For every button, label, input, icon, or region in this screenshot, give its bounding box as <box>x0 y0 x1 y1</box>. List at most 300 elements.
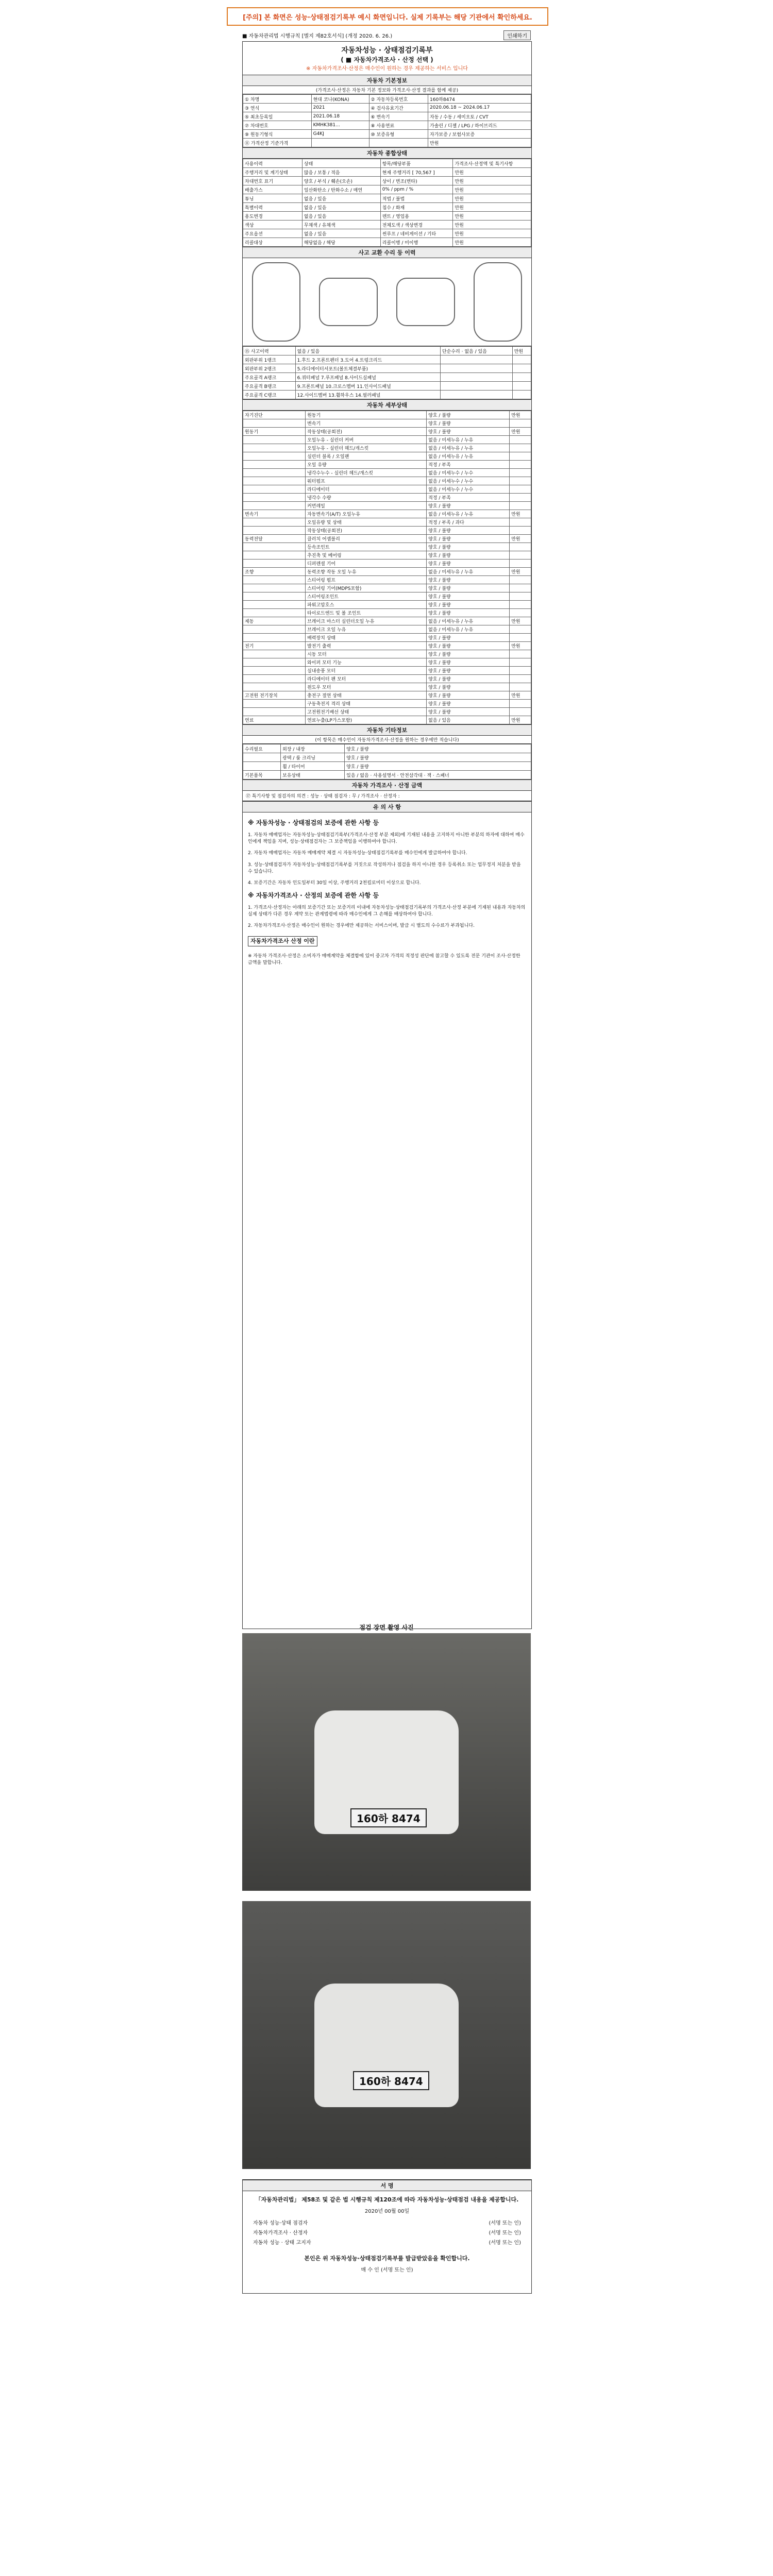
accident-row-cell <box>512 364 531 373</box>
guide-para: ※ 자동차 가격조사·산정은 소비자가 매매계약을 체결함에 있어 중고차 가격의 적정성 판단에 참고할 수 있도록 전문 기관이 조사·산정한 금액을 말합니다. <box>248 954 520 966</box>
detail-row-cell <box>510 601 531 609</box>
detail-row-cell: 만원 <box>510 411 531 419</box>
section-extra-head: 자동차 기타정보 <box>243 724 531 736</box>
detail-row-cell <box>510 634 531 642</box>
accident-row-cell: 주요골격 B랭크 <box>243 382 296 391</box>
accident-row-cell: 6.쿼터패널 7.루프패널 8.사이드실패널 <box>295 373 440 382</box>
detail-row-cell: 연료누출(LP가스포함) <box>306 716 427 724</box>
extra-row <box>243 744 531 753</box>
detail-row-cell <box>243 667 306 675</box>
extra-row <box>243 753 531 762</box>
accident-table <box>243 346 531 399</box>
detail-row-cell: 없음 / 미세누유 / 누유 <box>427 452 510 461</box>
detail-row <box>243 485 531 494</box>
detail-row-cell <box>510 436 531 444</box>
detail-row-cell: 만원 <box>510 691 531 700</box>
detail-row <box>243 642 531 650</box>
detail-row-cell: 양호 / 불량 <box>427 675 510 683</box>
inspection-photo-front <box>242 1633 531 1891</box>
detail-row-cell <box>243 601 306 609</box>
status-row-cell: 무채색 / 유채색 <box>302 221 380 229</box>
detail-row-cell: 양호 / 불량 <box>427 411 510 419</box>
status-row-cell: 전체도색 / 색상변경 <box>380 221 453 229</box>
detail-row-cell <box>243 485 306 494</box>
detail-row-cell: 오일누유 - 실린더 커버 <box>306 436 427 444</box>
accident-row-cell: 9.프론트패널 10.크로스멤버 11.인사이드패널 <box>295 382 440 391</box>
detail-row-cell <box>243 634 306 642</box>
guide-box-heading: 자동차가격조사 산정 이란 <box>248 936 317 946</box>
detail-row-cell: 충전구 절연 상태 <box>306 691 427 700</box>
guide-text <box>243 812 531 974</box>
detail-row-cell: 제동 <box>243 617 306 625</box>
status-row-cell: 만원 <box>453 168 531 177</box>
detail-row-cell <box>510 469 531 477</box>
extra-row <box>243 771 531 779</box>
detail-row-cell <box>510 560 531 568</box>
status-row-cell: 특별이력 <box>243 203 303 212</box>
status-row-cell: 0% / ppm / % <box>380 185 453 194</box>
detail-row-cell: 적정 / 부족 <box>427 494 510 502</box>
detail-row-cell <box>243 625 306 634</box>
detail-row <box>243 477 531 485</box>
section-extra-note: (이 항목은 매수인이 자동차가격조사·산정을 원하는 경우에만 적습니다) <box>243 736 531 744</box>
detail-row <box>243 700 531 708</box>
status-row-cell: 배출가스 <box>243 185 303 194</box>
detail-row-cell: 양호 / 불량 <box>427 543 510 551</box>
detail-row <box>243 691 531 700</box>
detail-row-cell: 없음 / 미세누수 / 누수 <box>427 469 510 477</box>
detail-row-cell: 스티어링조인트 <box>306 592 427 601</box>
detail-row-cell <box>243 502 306 510</box>
detail-row-cell <box>243 576 306 584</box>
detail-row-cell: 고전원전기배선 상태 <box>306 708 427 716</box>
detail-row-cell <box>243 461 306 469</box>
print-button[interactable]: 인쇄하기 <box>503 30 531 40</box>
status-row-cell: 상태 <box>302 159 380 168</box>
guide-para: 4. 보증기간은 자동차 인도일부터 30일 이상, 주행거리 2천킬로미터 이상으로 합니다. <box>248 880 421 886</box>
basic-row <box>243 130 531 139</box>
detail-row-cell <box>510 683 531 691</box>
form-reference: ■ 자동차관리법 시행규칙 [별지 제82호서식] (개정 2020. 6. 26.) <box>242 33 393 39</box>
detail-row <box>243 469 531 477</box>
guide-para: 1. 가격조사·산정자는 아래의 보증기간 또는 보증거리 이내에 자동차성능·상태점검기록부의 가격조사·산정 부분에 기재된 내용과 자동차의 실제 상태가 다른 경우 계약 또는 관계법령에 따라 매수인에게 그 손해를 배상하여야 합니다. <box>248 905 526 918</box>
front-license-plate: 160하 8474 <box>350 1808 427 1827</box>
extra-row-cell <box>243 762 281 771</box>
accident-row-cell: 주요골격 C랭크 <box>243 391 296 399</box>
status-row <box>243 159 531 168</box>
detail-row-cell: 냉각수누수 - 실린더 헤드/개스킷 <box>306 469 427 477</box>
detail-row-cell <box>510 650 531 658</box>
extra-row-cell <box>243 753 281 762</box>
detail-row-cell <box>510 667 531 675</box>
guide-para: 1. 자동차 매매업자는 자동차성능·상태점검기록부(가격조사·산정 부분 제외)에 기재된 내용을 고지하지 아니한 부분의 하자에 대하여 매수인에게 책임을 지며, 성능·상태점검자는 그 보증책임을 이행하여야 합니다. <box>248 833 525 845</box>
detail-row-cell: 연료 <box>243 716 306 724</box>
extra-row-cell: 양호 / 불량 <box>345 744 531 753</box>
basic-row-cell: 2021 <box>311 104 369 112</box>
detail-row-cell: 동력조향 작동 오일 누유 <box>306 568 427 576</box>
detail-row <box>243 535 531 543</box>
detail-row <box>243 716 531 724</box>
detail-row-cell: 윈도우 모터 <box>306 683 427 691</box>
detail-row-cell <box>243 444 306 452</box>
detail-row-cell <box>243 675 306 683</box>
car-rear-view-icon <box>396 278 455 326</box>
detail-row-cell: 와이퍼 모터 기능 <box>306 658 427 667</box>
status-row-cell: 양호 / 부식 / 훼손(오손) <box>302 177 380 185</box>
signer-row <box>243 2227 531 2237</box>
status-table <box>243 159 531 247</box>
section-accident-head: 사고 교환 수리 등 이력 <box>243 247 531 258</box>
detail-row <box>243 601 531 609</box>
accident-row-cell: 5.라디에이터서포트(볼트체결부품) <box>295 364 440 373</box>
detail-row-cell <box>243 650 306 658</box>
basic-row-cell: 2021.06.18 <box>311 112 369 121</box>
basic-row-cell: ⑩ 보증유형 <box>369 130 428 139</box>
status-row <box>243 194 531 203</box>
detail-row-cell <box>510 658 531 667</box>
basic-table <box>243 94 531 147</box>
detail-row <box>243 527 531 535</box>
basic-row-cell: ⑦ 차대번호 <box>243 121 312 130</box>
detail-row-cell: 없음 / 미세누유 / 누유 <box>427 444 510 452</box>
detail-row-cell <box>510 452 531 461</box>
detail-row <box>243 452 531 461</box>
detail-row-cell: 적정 / 부족 <box>427 461 510 469</box>
accident-row-cell <box>440 373 512 382</box>
warning-banner <box>227 7 548 26</box>
detail-row-cell: 없음 / 미세누수 / 누수 <box>427 485 510 494</box>
price-line: ⑰ 특기사항 및 점검자의 의견 : 성능 · 상태 점검자 : 무 / 가격조사 · 산정자 : <box>243 791 531 801</box>
basic-row-cell: 만원 <box>428 139 531 147</box>
detail-row <box>243 592 531 601</box>
detail-row-cell: 작동상태(공회전) <box>306 428 427 436</box>
accident-row <box>243 373 531 382</box>
detail-row <box>243 436 531 444</box>
detail-row-cell: 조향 <box>243 568 306 576</box>
section-price-head: 자동차 가격조사 · 산정 금액 <box>243 779 531 791</box>
accident-row-cell <box>440 355 512 364</box>
basic-row-cell: ⑤ 최초등록일 <box>243 112 312 121</box>
detail-row-cell: 동력전달 <box>243 535 306 543</box>
accident-row-cell: 12.사이드멤버 13.휠하우스 14.필러패널 <box>295 391 440 399</box>
status-row-cell: 썬루프 / 네비게이션 / 기타 <box>380 229 453 238</box>
detail-row <box>243 510 531 518</box>
status-row-cell: 만원 <box>453 177 531 185</box>
basic-row-cell <box>311 139 369 147</box>
detail-row-cell <box>243 469 306 477</box>
detail-row-cell: 전기 <box>243 642 306 650</box>
basic-row-cell: ⑨ 원동기형식 <box>243 130 312 139</box>
status-row <box>243 229 531 238</box>
detail-row-cell: 만원 <box>510 617 531 625</box>
basic-row <box>243 95 531 104</box>
accident-row-cell: ⑮ 사고이력 <box>243 347 296 355</box>
accident-row-cell: 외판부위 1랭크 <box>243 355 296 364</box>
guide-para: 2. 자동차가격조사·산정은 매수인이 원하는 경우에만 제공하는 서비스이며, 발급 시 별도의 수수료가 부과됩니다. <box>248 923 475 929</box>
guide-heading-2: ※ 자동차가격조사 · 산정의 보증에 관한 사항 등 <box>248 891 379 899</box>
detail-row <box>243 543 531 551</box>
basic-row-cell: ① 차명 <box>243 95 312 104</box>
accident-row-cell <box>512 355 531 364</box>
guide-para: 3. 성능·상태점검자가 자동차성능·상태점검기록부를 거짓으로 작성하거나 점검을 하지 아니한 경우 등록취소 또는 업무정지 처분을 받을 수 있습니다. <box>248 862 521 874</box>
detail-row-cell: 없음 / 미세누수 / 누수 <box>427 477 510 485</box>
section-guide-head: 유 의 사 항 <box>243 801 531 812</box>
form-title: 자동차성능 · 상태점검기록부 <box>341 46 433 55</box>
detail-row-cell: 라디에이터 <box>306 485 427 494</box>
detail-row-cell: 브레이크 오일 누유 <box>306 625 427 634</box>
basic-row-cell: ② 자동차등록번호 <box>369 95 428 104</box>
signature-block <box>242 2179 532 2294</box>
extra-row-cell: 수리필요 <box>243 744 281 753</box>
detail-row-cell <box>510 461 531 469</box>
detail-row-cell <box>510 700 531 708</box>
basic-row <box>243 139 531 147</box>
detail-row-cell: 양호 / 불량 <box>427 708 510 716</box>
detail-row-cell: 등속조인트 <box>306 543 427 551</box>
detail-row-cell: 자기진단 <box>243 411 306 419</box>
extra-row-cell: 광택 / 룸 크리닝 <box>281 753 345 762</box>
accident-row <box>243 391 531 399</box>
detail-row-cell: 양호 / 불량 <box>427 502 510 510</box>
detail-row <box>243 683 531 691</box>
basic-row-cell: 160하8474 <box>428 95 531 104</box>
detail-row-cell <box>243 543 306 551</box>
basic-row-cell: ⑪ 가격산정 기준가격 <box>243 139 312 147</box>
accident-row-cell: 주요골격 A랭크 <box>243 373 296 382</box>
status-row-cell: 색상 <box>243 221 303 229</box>
detail-row-cell <box>510 584 531 592</box>
status-row-cell: 없음 / 있음 <box>302 229 380 238</box>
detail-row <box>243 625 531 634</box>
basic-row <box>243 121 531 130</box>
signature-statement: 「자동차관리법」 제58조 및 같은 법 시행규칙 제120조에 따라 자동차성능·상태점검 내용을 제공합니다. <box>255 2196 519 2203</box>
detail-row-cell: 원동기 <box>306 411 427 419</box>
detail-row-cell <box>510 502 531 510</box>
detail-row <box>243 634 531 642</box>
detail-row-cell <box>243 708 306 716</box>
detail-row <box>243 502 531 510</box>
status-row-cell: 없음 / 있음 <box>302 194 380 203</box>
detail-row <box>243 518 531 527</box>
detail-row-cell: 없음 / 있음 <box>427 716 510 724</box>
basic-row-cell: 가솔린 / 디젤 / LPG / 하이브리드 <box>428 121 531 130</box>
detail-row-cell <box>510 609 531 617</box>
detail-row-cell: 변속기 <box>306 419 427 428</box>
detail-row-cell <box>243 592 306 601</box>
signer-row <box>243 2237 531 2247</box>
detail-row-cell: 양호 / 불량 <box>427 642 510 650</box>
accident-row-cell: 단순수리 · 없음 / 있음 <box>440 347 512 355</box>
detail-row-cell: 없음 / 미세누유 / 누유 <box>427 510 510 518</box>
detail-row <box>243 461 531 469</box>
accident-row <box>243 382 531 391</box>
inspection-form <box>242 41 532 1629</box>
basic-row-cell: G4KJ <box>311 130 369 139</box>
status-row-cell: 만원 <box>453 212 531 221</box>
detail-row-cell: 양호 / 불량 <box>427 634 510 642</box>
accident-row <box>243 355 531 364</box>
status-row-cell: 현재 주행거리 [ 70,567 ] <box>380 168 453 177</box>
status-row-cell: 만원 <box>453 229 531 238</box>
extra-table <box>243 744 531 779</box>
detail-row-cell: 양호 / 불량 <box>427 650 510 658</box>
status-row-cell: 상이 / 변조(변타) <box>380 177 453 185</box>
detail-row-cell: 없음 / 미세누유 / 누유 <box>427 617 510 625</box>
detail-row-cell: 원동기 <box>243 428 306 436</box>
detail-row-cell <box>510 625 531 634</box>
status-row <box>243 168 531 177</box>
detail-row-cell: 커먼레일 <box>306 502 427 510</box>
detail-row-cell: 양호 / 불량 <box>427 428 510 436</box>
status-row-cell: 가격조사·산정액 및 특기사항 <box>453 159 531 168</box>
detail-row-cell <box>243 609 306 617</box>
detail-row-cell: 양호 / 불량 <box>427 419 510 428</box>
detail-row-cell: 양호 / 불량 <box>427 584 510 592</box>
form-subtitle: ( ■ 자동차가격조사 · 산정 선택 ) <box>341 56 433 63</box>
detail-row-cell: 고전원 전기장치 <box>243 691 306 700</box>
detail-row-cell <box>243 584 306 592</box>
status-row-cell: 많음 / 보통 / 적음 <box>302 168 380 177</box>
car-front-view-icon <box>319 278 378 326</box>
basic-row-cell: ④ 검사유효기간 <box>369 104 428 112</box>
detail-row <box>243 658 531 667</box>
detail-row-cell <box>510 543 531 551</box>
accident-row-cell <box>512 382 531 391</box>
detail-row-cell <box>510 444 531 452</box>
detail-row-cell <box>243 477 306 485</box>
detail-row-cell: 양호 / 불량 <box>427 601 510 609</box>
basic-row-cell: KMHK381... <box>311 121 369 130</box>
detail-row-cell: 타이로드엔드 및 볼 조인트 <box>306 609 427 617</box>
detail-row-cell <box>243 658 306 667</box>
signer-field: (서명 또는 인) <box>489 2230 521 2236</box>
detail-row-cell <box>243 560 306 568</box>
detail-row-cell: 파워고압호스 <box>306 601 427 609</box>
basic-row-cell: 2020.06.18 ~ 2024.06.17 <box>428 104 531 112</box>
detail-row-cell: 없음 / 미세누유 / 누유 <box>427 568 510 576</box>
accident-row-cell <box>440 364 512 373</box>
basic-row-cell: 현대 코나(KONA) <box>311 95 369 104</box>
detail-row-cell: 실내송풍 모터 <box>306 667 427 675</box>
detail-row-cell: 만원 <box>510 642 531 650</box>
detail-row-cell <box>243 700 306 708</box>
detail-row-cell <box>510 675 531 683</box>
warning-text: [주의] 본 화면은 성능·상태점검기록부 예시 화면입니다. 실제 기록부는 해당 기관에서 확인하세요. <box>243 13 532 22</box>
signer-field: 자동차가격조사 · 산정자 <box>253 2230 308 2236</box>
signer-field: 자동차 성능 · 상태 고지자 <box>253 2240 311 2246</box>
accident-row-cell <box>440 382 512 391</box>
car-top-view-icon <box>252 262 300 342</box>
rear-license-plate: 160하 8474 <box>353 2071 429 2090</box>
signer-row <box>243 2217 531 2227</box>
detail-row-cell: 만원 <box>510 568 531 576</box>
status-row-cell: 만원 <box>453 203 531 212</box>
basic-row-cell: 자동 / 수동 / 세미오토 / CVT <box>428 112 531 121</box>
detail-row-cell: 디퍼렌셜 기어 <box>306 560 427 568</box>
guide-para: 2. 자동차 매매업자는 자동차 매매계약 체결 시 자동차성능·상태점검기록부를 매수인에게 발급하여야 합니다. <box>248 851 467 856</box>
extra-row-cell: 외장 / 내장 <box>281 744 345 753</box>
detail-row-cell: 배력장치 상태 <box>306 634 427 642</box>
detail-row-cell <box>243 436 306 444</box>
accident-row-cell <box>440 391 512 399</box>
accident-row-cell: 외판부위 2랭크 <box>243 364 296 373</box>
basic-row <box>243 112 531 121</box>
basic-row-cell: ⑧ 사용연료 <box>369 121 428 130</box>
detail-row-cell <box>243 419 306 428</box>
status-row-cell: 일산화탄소 / 탄화수소 / 매연 <box>302 185 380 194</box>
detail-row-cell: 자동변속기(A/T) 오일누유 <box>306 510 427 518</box>
basic-row-cell: ③ 연식 <box>243 104 312 112</box>
detail-row-cell: 워터펌프 <box>306 477 427 485</box>
detail-row-cell: 스티어링 펌프 <box>306 576 427 584</box>
detail-row-cell: 클러치 어셈블리 <box>306 535 427 543</box>
detail-row-cell: 양호 / 불량 <box>427 609 510 617</box>
extra-row-cell: 양호 / 불량 <box>345 753 531 762</box>
detail-row <box>243 609 531 617</box>
signer-field: (서명 또는 인) <box>489 2240 521 2246</box>
status-row-cell: 차대번호 표기 <box>243 177 303 185</box>
detail-row <box>243 411 531 419</box>
detail-row-cell: 스티어링 기어(MDPS포함) <box>306 584 427 592</box>
basic-row-cell <box>369 139 428 147</box>
detail-row-cell <box>510 477 531 485</box>
basic-row <box>243 104 531 112</box>
section-basic-head: 자동차 기본정보 <box>243 75 531 86</box>
detail-row-cell: 실린더 블록 / 오일팬 <box>306 452 427 461</box>
detail-row-cell <box>510 485 531 494</box>
detail-table <box>243 411 531 724</box>
detail-row <box>243 650 531 658</box>
detail-row <box>243 617 531 625</box>
detail-row-cell: 양호 / 불량 <box>427 560 510 568</box>
accident-row <box>243 347 531 355</box>
extra-row-cell: 양호 / 불량 <box>345 762 531 771</box>
detail-row-cell: 만원 <box>510 716 531 724</box>
detail-row-cell: 양호 / 불량 <box>427 576 510 584</box>
detail-row-cell: 양호 / 불량 <box>427 700 510 708</box>
accident-row-cell <box>512 373 531 382</box>
car-bottom-view-icon <box>474 262 522 342</box>
status-row-cell: 튜닝 <box>243 194 303 203</box>
buyer-sign: 매 수 인 (서명 또는 인) <box>361 2267 413 2273</box>
status-row-cell: 침수 / 화재 <box>380 203 453 212</box>
detail-row-cell: 라디에이터 팬 모터 <box>306 675 427 683</box>
status-row-cell: 해당없음 / 해당 <box>302 238 380 247</box>
detail-row-cell: 추진축 및 베어링 <box>306 551 427 560</box>
photo-section-head: 점검 장면 촬영 사진 <box>359 1624 414 1631</box>
detail-row-cell <box>510 527 531 535</box>
status-row-cell: 없음 / 있음 <box>302 212 380 221</box>
detail-row-cell <box>243 518 306 527</box>
extra-row <box>243 762 531 771</box>
detail-row-cell: 작동상태(공회전) <box>306 527 427 535</box>
detail-row-cell <box>243 683 306 691</box>
detail-row-cell: 오일유량 및 상태 <box>306 518 427 527</box>
detail-row-cell: 양호 / 불량 <box>427 527 510 535</box>
detail-row <box>243 667 531 675</box>
detail-row-cell: 오일 유량 <box>306 461 427 469</box>
detail-row <box>243 576 531 584</box>
receipt-statement: 본인은 위 자동차성능·상태점검기록부를 발급받았음을 확인합니다. <box>304 2255 470 2262</box>
status-row-cell: 만원 <box>453 238 531 247</box>
detail-row-cell: 없음 / 미세누유 / 누유 <box>427 625 510 634</box>
detail-row-cell: 발전기 출력 <box>306 642 427 650</box>
status-row-cell: 용도변경 <box>243 212 303 221</box>
form-note: ※ 자동차가격조사·산정은 매수인이 원하는 경우 제공하는 서비스 입니다 <box>306 66 468 72</box>
detail-row <box>243 584 531 592</box>
detail-row-cell <box>510 592 531 601</box>
detail-row-cell: 양호 / 불량 <box>427 535 510 543</box>
